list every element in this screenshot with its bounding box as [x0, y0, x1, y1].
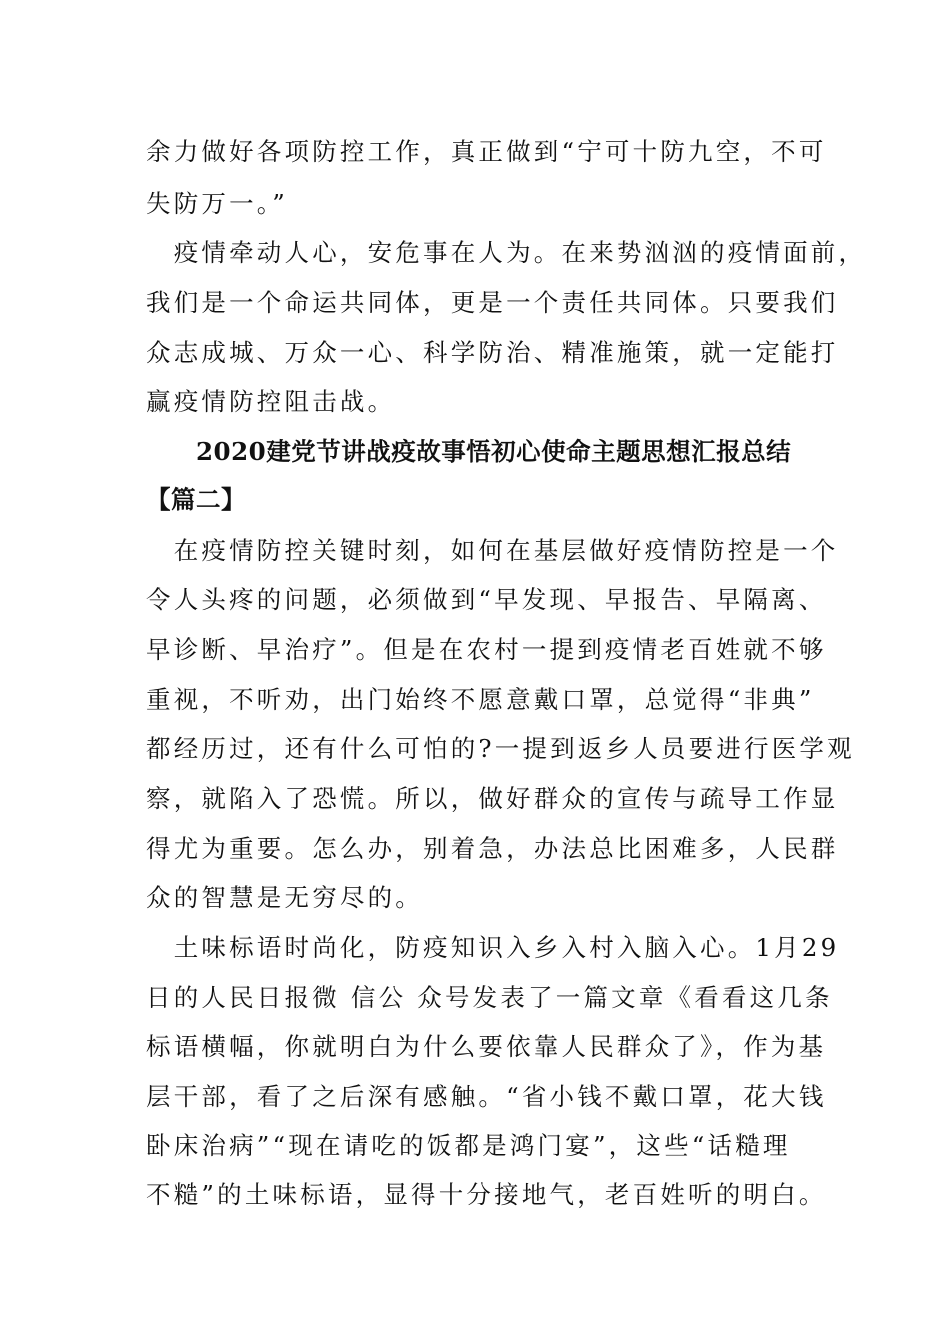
text-line: 失防万一。” [146, 189, 288, 218]
text-line: 不糙”的土味标语，显得十分接地气，老百姓听的明白。 [146, 1180, 827, 1209]
text-line: 赢疫情防控阻击战。 [146, 387, 396, 416]
section-subheading: 【篇二】 [146, 485, 246, 514]
text-line: 我们是一个命运共同体，更是一个责任共同体。只要我们 [146, 288, 839, 317]
text-line: 令人头疼的问题，必须做到“早发现、早报告、早隔离、 [146, 585, 827, 614]
text-line: 卧床治病”“现在请吃的饭都是鸿门宴”，这些“话糙理 [146, 1131, 791, 1160]
text-line: 日的人民日报微 信公 众号发表了一篇文章《看看这几条 [146, 983, 833, 1012]
text-line: 土味标语时尚化，防疫知识入乡入村入脑入心。1月29 [146, 933, 840, 962]
text-line: 都经历过，还有什么可怕的?一提到返乡人员要进行医学观 [146, 734, 855, 763]
text-line: 察，就陷入了恐慌。所以，做好群众的宣传与疏导工作显 [146, 784, 839, 813]
text-line: 在疫情防控关键时刻，如何在基层做好疫情防控是一个 [146, 536, 839, 565]
text-line: 众的智慧是无穷尽的。 [146, 883, 423, 912]
text-line: 标语横幅，你就明白为什么要依靠人民群众了》，作为基 [146, 1032, 827, 1061]
section-heading: 2020建党节讲战疫故事悟初心使命主题思想汇报总结 [146, 437, 792, 466]
text-line: 早诊断、早治疗”。但是在农村一提到疫情老百姓就不够 [146, 635, 827, 664]
text-line: 重视，不听劝，出门始终不愿意戴口罩，总觉得“非典” [146, 685, 815, 714]
text-line: 得尤为重要。怎么办，别着急，办法总比困难多，人民群 [146, 834, 839, 863]
text-line: 层干部，看了之后深有感触。“省小钱不戴口罩，花大钱 [146, 1082, 827, 1111]
text-line: 众志成城、万众一心、科学防治、精准施策，就一定能打 [146, 338, 839, 367]
text-line: 余力做好各项防控工作，真正做到“宁可十防九空，不可 [146, 137, 827, 166]
text-line: 疫情牵动人心，安危事在人为。在来势汹汹的疫情面前， [146, 238, 867, 267]
